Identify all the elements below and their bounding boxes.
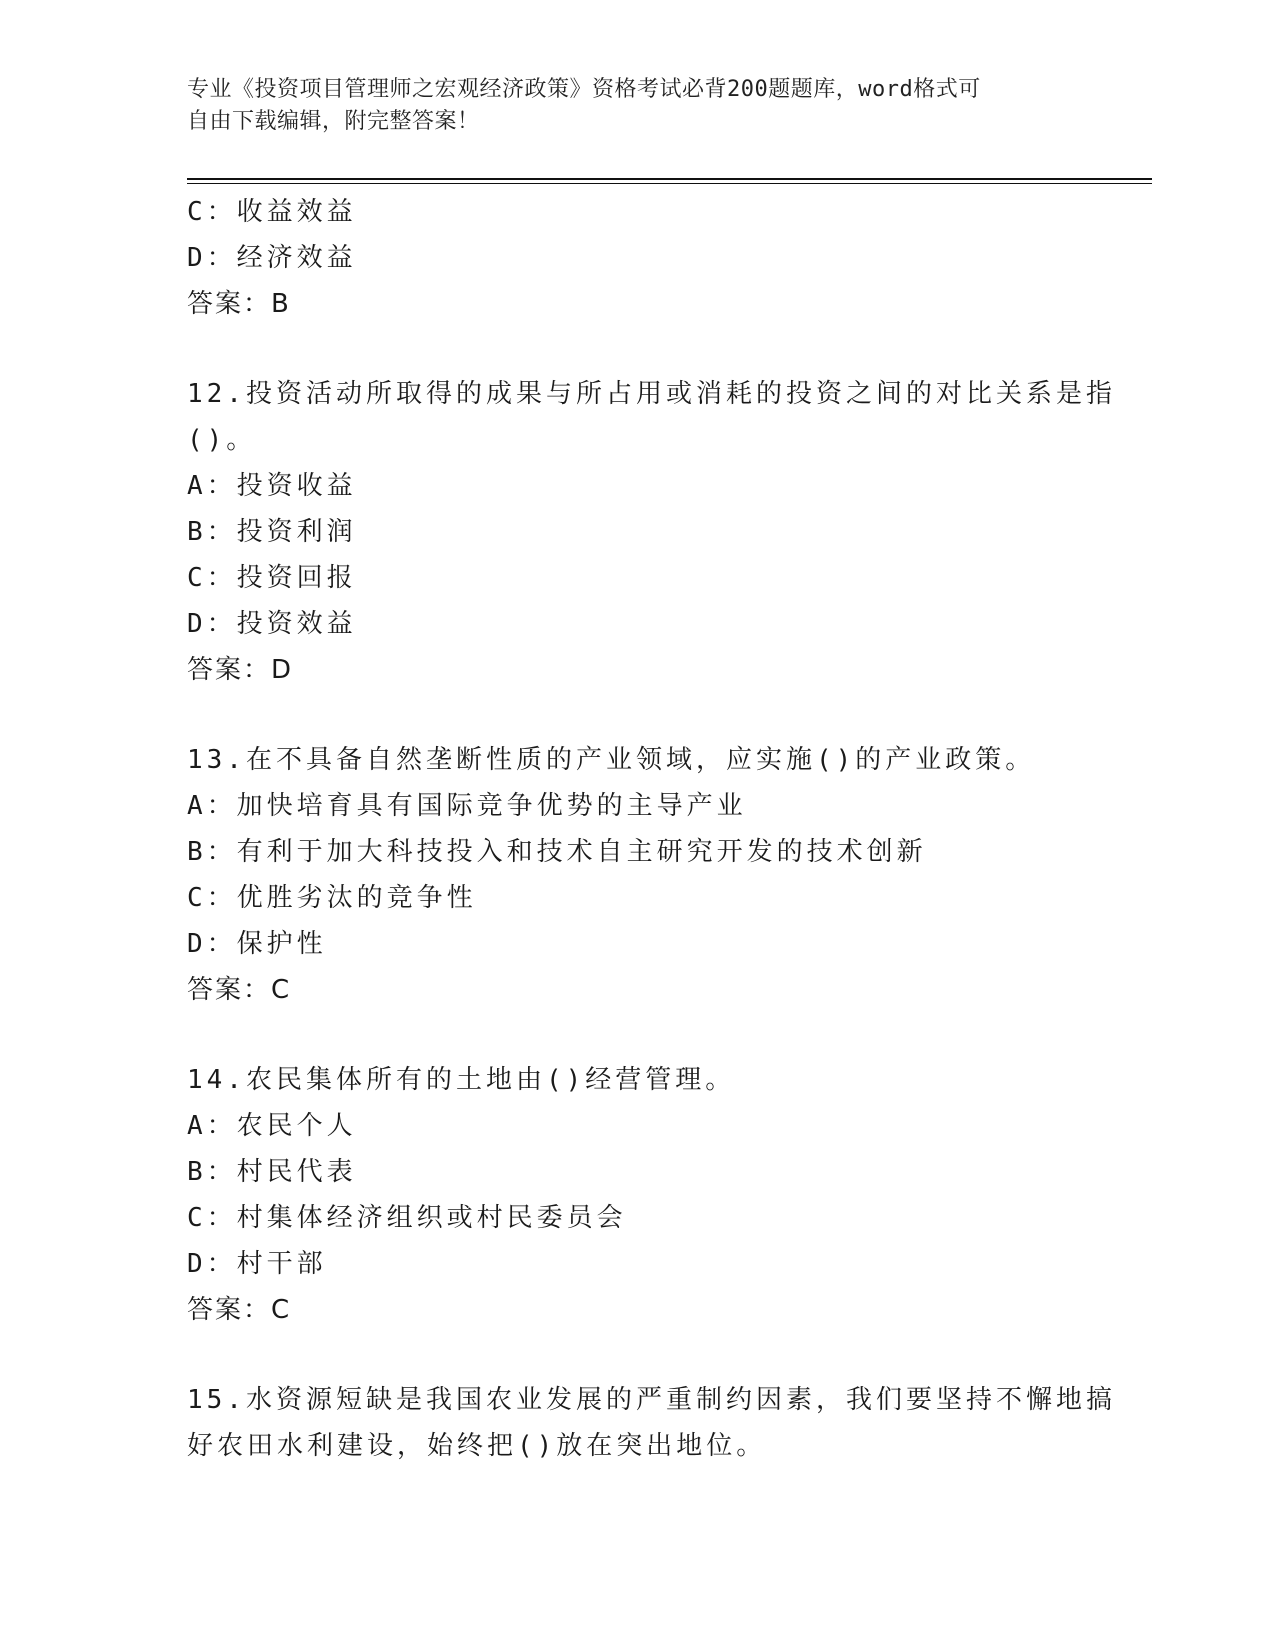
- option-b: B：村民代表: [187, 1157, 357, 1187]
- header-rule-thick: [187, 178, 1152, 180]
- document-header: [187, 74, 1087, 138]
- option-d: D：村干部: [187, 1249, 327, 1279]
- option-d: D：投资效益: [187, 609, 357, 639]
- question-stem: 15.水资源短缺是我国农业发展的严重制约因素，我们要坚持不懈地搞: [187, 1385, 1116, 1415]
- option-a: A：农民个人: [187, 1111, 357, 1141]
- option-c: C：投资回报: [187, 563, 357, 593]
- question-12: [187, 371, 1147, 693]
- question-stem-cont: 好农田水利建设，始终把()放在突出地位。: [187, 1431, 767, 1461]
- question-stem: 14.农民集体所有的土地由()经营管理。: [187, 1065, 736, 1095]
- option-c: C：村集体经济组织或村民委员会: [187, 1203, 627, 1233]
- option-b: B：有利于加大科技投入和技术自主研究开发的技术创新: [187, 837, 927, 867]
- question-15: [187, 1377, 1147, 1469]
- prev-option-d: D：经济效益: [187, 243, 357, 273]
- header-line-2: 自由下载编辑，附完整答案！: [187, 109, 480, 134]
- option-c: C：优胜劣汰的竞争性: [187, 883, 477, 913]
- answer: 答案：C: [187, 975, 292, 1005]
- option-d: D：保护性: [187, 929, 327, 959]
- question-13: [187, 737, 1147, 1013]
- question-stem: 13.在不具备自然垄断性质的产业领域，应实施()的产业政策。: [187, 745, 1036, 775]
- option-b: B：投资利润: [187, 517, 357, 547]
- question-stem-cont: ()。: [187, 425, 257, 455]
- answer: 答案：D: [187, 655, 294, 685]
- question-content: [187, 189, 1147, 1469]
- prev-answer: 答案：B: [187, 289, 291, 319]
- header-rule-thin: [187, 183, 1152, 184]
- question-stem: 12.投资活动所取得的成果与所占用或消耗的投资之间的对比关系是指: [187, 379, 1116, 409]
- prev-option-c: C：收益效益: [187, 197, 357, 227]
- question-14: [187, 1057, 1147, 1333]
- option-a: A：加快培育具有国际竞争优势的主导产业: [187, 791, 747, 821]
- answer: 答案：C: [187, 1295, 292, 1325]
- header-line-1: 专业《投资项目管理师之宏观经济政策》资格考试必背200题题库，word格式可: [187, 77, 981, 102]
- option-a: A：投资收益: [187, 471, 357, 501]
